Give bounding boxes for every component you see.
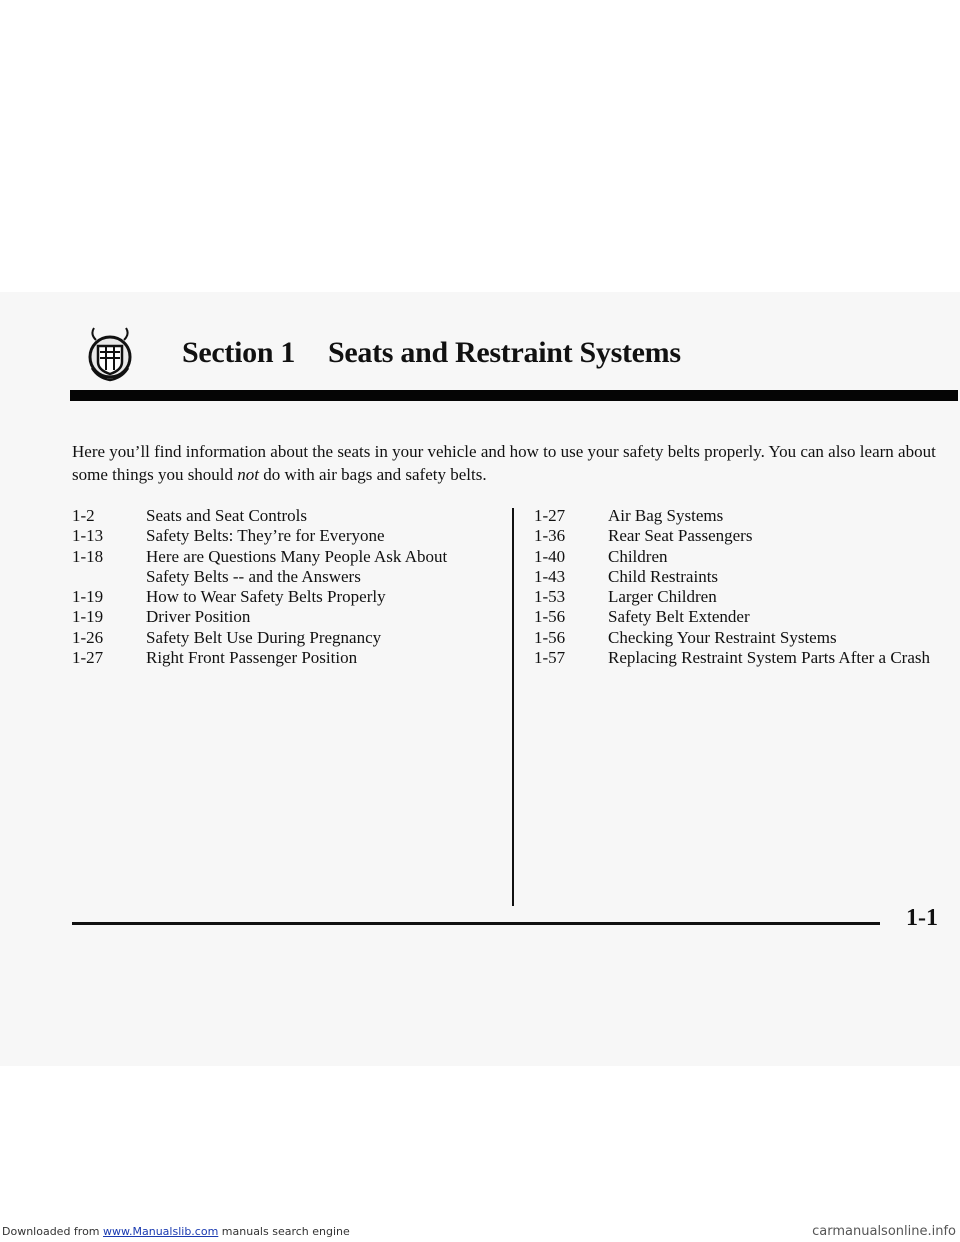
intro-text-after: do with air bags and safety belts.: [259, 465, 487, 484]
toc-entry-title: Safety Belt Extender: [608, 607, 750, 627]
toc-entry[interactable]: [72, 587, 492, 607]
toc-page-number: 1-19: [72, 587, 104, 607]
toc-entry-title: Rear Seat Passengers: [608, 526, 753, 546]
toc-entry[interactable]: [72, 648, 492, 668]
footer-text: [2, 1225, 350, 1238]
toc-entry[interactable]: [72, 526, 492, 546]
toc-page-number: 1-27: [72, 648, 104, 668]
header-rule: [70, 390, 958, 401]
toc-entry[interactable]: [72, 607, 492, 627]
toc-page-number: 1-36: [534, 526, 566, 546]
toc-page-number: 1-18: [72, 546, 104, 566]
section-label: Section 1: [182, 336, 296, 369]
toc-entry[interactable]: [534, 567, 934, 587]
toc-entry[interactable]: [72, 506, 492, 526]
section-name: Seats and Restraint Systems: [328, 336, 681, 369]
intro-text-before: Here you’ll find information about the seats in your vehicle and how to use your safety belts properly. You can also learn about some things you should: [72, 442, 936, 484]
toc-entry[interactable]: [534, 506, 934, 526]
toc-entry[interactable]: [534, 648, 934, 668]
toc-entry-title: Right Front Passenger Position: [146, 648, 358, 668]
toc-left-column: [72, 506, 492, 668]
toc-entry[interactable]: [72, 628, 492, 648]
toc-entry[interactable]: [534, 547, 934, 567]
toc-entry-title: Children: [608, 546, 668, 566]
toc-entry[interactable]: [534, 587, 934, 607]
footer-suffix: manuals search engine: [218, 1225, 350, 1238]
toc-page-number: 1-56: [534, 627, 566, 647]
toc-page-number: 1-13: [72, 526, 104, 546]
cadillac-crest-icon: [78, 324, 142, 388]
toc-page-number: 1-57: [534, 648, 566, 668]
watermark: carmanualsonline.info: [812, 1224, 956, 1239]
toc-entry-title: Safety Belt Use During Pregnancy: [146, 627, 382, 647]
toc-page-number: 1-53: [534, 587, 566, 607]
toc-entry-title: Replacing Restraint System Parts After a Crash: [608, 648, 930, 668]
intro-paragraph: [72, 440, 952, 486]
manualslib-link[interactable]: www.Manualslib.com: [103, 1225, 219, 1238]
toc-page-number: 1-26: [72, 627, 104, 647]
toc-entry-title: How to Wear Safety Belts Properly: [146, 587, 386, 607]
toc-page-number: 1-56: [534, 607, 566, 627]
footer-rule: [72, 922, 880, 925]
footer-prefix: Downloaded from: [2, 1225, 104, 1238]
toc-page-number: 1-40: [534, 546, 566, 566]
toc-entry[interactable]: [534, 628, 934, 648]
column-divider: [512, 508, 514, 906]
toc-entry-title: Seats and Seat Controls: [146, 506, 308, 525]
toc-page-number: 1-19: [72, 607, 104, 627]
intro-emphasis: not: [237, 465, 260, 484]
toc-entry-title: Child Restraints: [608, 566, 719, 586]
toc-entry-title: Here are Questions Many People Ask About Safety Belts -- and the Answers: [146, 546, 448, 586]
toc-entry-title: Safety Belts: They’re for Everyone: [146, 526, 385, 546]
toc-entry[interactable]: [534, 607, 934, 627]
toc-entry-title: Air Bag Systems: [608, 506, 724, 525]
toc-entry[interactable]: [534, 526, 934, 546]
toc-page-number: 1-27: [534, 506, 566, 525]
toc-page-number: 1-2: [72, 506, 95, 525]
toc-page-number: 1-43: [534, 566, 566, 586]
toc-right-column: [534, 506, 934, 668]
download-footer: [0, 1224, 960, 1242]
section-title: [182, 336, 681, 370]
toc-entry-title: Checking Your Restraint Systems: [608, 627, 837, 647]
toc-entry-title: Larger Children: [608, 587, 717, 607]
toc-entry[interactable]: [72, 547, 492, 588]
toc-entry-title: Driver Position: [146, 607, 251, 627]
page-number: 1-1: [906, 905, 938, 931]
manual-page: [0, 292, 960, 1066]
